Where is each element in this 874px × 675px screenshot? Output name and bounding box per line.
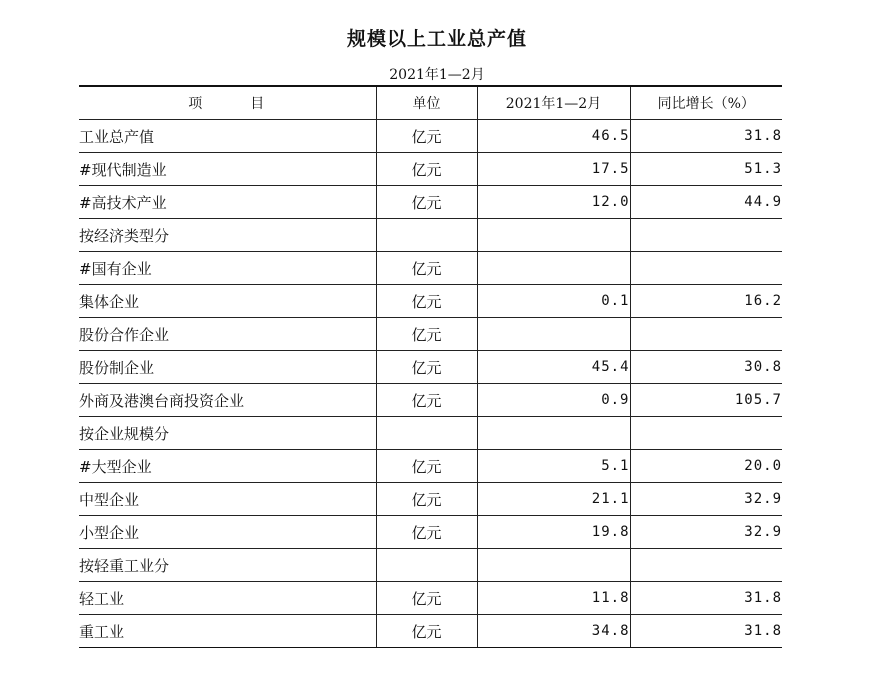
table-row xyxy=(79,582,782,615)
table-row xyxy=(79,285,782,318)
row-growth: 31.8 xyxy=(630,582,782,615)
row-unit xyxy=(376,417,477,450)
row-growth: 30.8 xyxy=(630,351,782,384)
table-row xyxy=(79,186,782,219)
row-growth: 16.2 xyxy=(630,285,782,318)
row-item: #国有企业 xyxy=(79,252,376,285)
header-growth: 同比增长（%） xyxy=(630,86,782,120)
row-growth: 44.9 xyxy=(630,186,782,219)
row-value: 0.9 xyxy=(477,384,630,417)
row-value xyxy=(477,549,630,582)
industrial-output-table xyxy=(79,85,782,648)
document-period: 2021年1—2月 xyxy=(389,67,485,83)
table-row xyxy=(79,384,782,417)
row-item: 重工业 xyxy=(79,615,376,648)
row-item: 股份合作企业 xyxy=(79,318,376,351)
row-item: #大型企业 xyxy=(79,450,376,483)
table-header xyxy=(79,86,782,120)
row-growth: 32.9 xyxy=(630,516,782,549)
table-row xyxy=(79,120,782,153)
row-unit: 亿元 xyxy=(376,351,477,384)
row-value: 12.0 xyxy=(477,186,630,219)
row-item: #现代制造业 xyxy=(79,153,376,186)
row-growth: 31.8 xyxy=(630,615,782,648)
row-value: 34.8 xyxy=(477,615,630,648)
table-row xyxy=(79,252,782,285)
row-value: 11.8 xyxy=(477,582,630,615)
table-row xyxy=(79,516,782,549)
row-value: 19.8 xyxy=(477,516,630,549)
row-item: 轻工业 xyxy=(79,582,376,615)
row-value xyxy=(477,252,630,285)
row-item: 集体企业 xyxy=(79,285,376,318)
row-value xyxy=(477,417,630,450)
row-value xyxy=(477,318,630,351)
header-item-b: 目 xyxy=(250,96,267,112)
row-unit: 亿元 xyxy=(376,582,477,615)
row-value: 46.5 xyxy=(477,120,630,153)
row-growth: 31.8 xyxy=(630,120,782,153)
row-value: 5.1 xyxy=(477,450,630,483)
row-growth: 105.7 xyxy=(630,384,782,417)
row-unit: 亿元 xyxy=(376,252,477,285)
row-unit: 亿元 xyxy=(376,285,477,318)
row-value: 0.1 xyxy=(477,285,630,318)
row-growth xyxy=(630,549,782,582)
row-unit: 亿元 xyxy=(376,384,477,417)
row-unit: 亿元 xyxy=(376,615,477,648)
row-unit: 亿元 xyxy=(376,483,477,516)
header-row xyxy=(79,86,782,120)
row-growth: 32.9 xyxy=(630,483,782,516)
row-value: 21.1 xyxy=(477,483,630,516)
row-item: 工业总产值 xyxy=(79,120,376,153)
table-row xyxy=(79,450,782,483)
document-title: 规模以上工业总产值 xyxy=(346,28,527,50)
row-item: 外商及港澳台商投资企业 xyxy=(79,384,376,417)
row-item: 小型企业 xyxy=(79,516,376,549)
row-growth xyxy=(630,219,782,252)
header-unit: 单位 xyxy=(376,86,477,120)
header-item-a: 项 xyxy=(188,96,205,112)
row-unit: 亿元 xyxy=(376,318,477,351)
row-unit: 亿元 xyxy=(376,516,477,549)
row-value: 45.4 xyxy=(477,351,630,384)
table-row xyxy=(79,417,782,450)
row-item: 按经济类型分 xyxy=(79,219,376,252)
table-row xyxy=(79,153,782,186)
row-item: #高技术产业 xyxy=(79,186,376,219)
row-growth: 20.0 xyxy=(630,450,782,483)
row-unit xyxy=(376,219,477,252)
row-item: 按轻重工业分 xyxy=(79,549,376,582)
row-item: 中型企业 xyxy=(79,483,376,516)
row-growth xyxy=(630,252,782,285)
table-row xyxy=(79,483,782,516)
row-growth xyxy=(630,417,782,450)
table-row xyxy=(79,351,782,384)
row-unit: 亿元 xyxy=(376,186,477,219)
table-row xyxy=(79,615,782,648)
row-item: 按企业规模分 xyxy=(79,417,376,450)
table-body xyxy=(79,120,782,648)
row-value: 17.5 xyxy=(477,153,630,186)
table-row xyxy=(79,318,782,351)
row-growth xyxy=(630,318,782,351)
header-period: 2021年1—2月 xyxy=(477,86,630,120)
row-unit: 亿元 xyxy=(376,450,477,483)
row-growth: 51.3 xyxy=(630,153,782,186)
table-row xyxy=(79,219,782,252)
row-unit: 亿元 xyxy=(376,120,477,153)
table-row xyxy=(79,549,782,582)
row-value xyxy=(477,219,630,252)
row-item: 股份制企业 xyxy=(79,351,376,384)
row-unit xyxy=(376,549,477,582)
header-item xyxy=(79,86,376,120)
row-unit: 亿元 xyxy=(376,153,477,186)
